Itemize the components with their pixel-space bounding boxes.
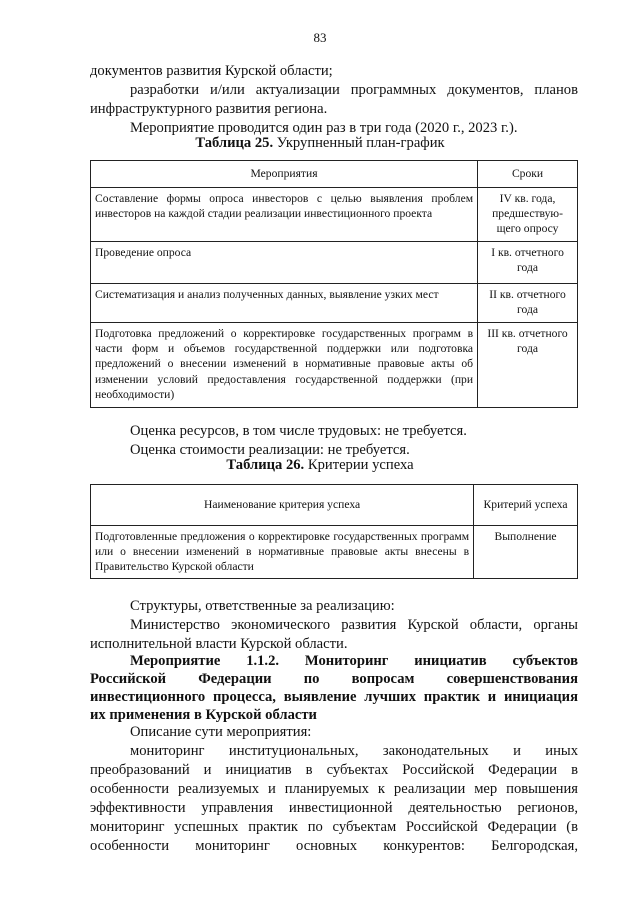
text-line: особенности мониторинг основных конкурентов: Белгородская, (90, 838, 578, 854)
caption-number: Таблица 25. (195, 135, 274, 151)
table-row (91, 188, 578, 242)
header-activities: Мероприятия (91, 161, 478, 188)
criterion-value-cell: Выполнение (474, 526, 578, 579)
text-line: разработки и/или актуализации программных документов, планов (130, 82, 578, 98)
caption-number: Таблица 26. (226, 457, 305, 473)
text-line: Министерство экономического развития Курской области, органы (130, 617, 578, 633)
text-line: преобразований и инициатив в субъектах Российской Федерации в (90, 762, 578, 778)
table-row (91, 284, 578, 323)
header-criterion-name: Наименование критерия успеха (91, 485, 474, 526)
schedule-table (90, 160, 578, 408)
heading-line: Российской Федерации по вопросам совершенствования (90, 671, 578, 687)
text-line: Оценка стоимости реализации: не требуется. (130, 442, 410, 458)
table-row (91, 242, 578, 284)
text-line: Описание сути мероприятия: (130, 724, 312, 740)
text-line: Оценка ресурсов, в том числе трудовых: не требуется. (130, 423, 467, 439)
text-line: особенности реализуемых и планируемых к реализации мер повышения (90, 781, 578, 797)
text-line: документов развития Курской области; (90, 63, 333, 79)
header-terms: Сроки (478, 161, 578, 188)
criterion-cell: Подготовленные предложения о корректировке государственных программ или о внесении изменений в нормативные правовые акты внесены в Правительство Курской области (91, 526, 474, 579)
table-row (91, 526, 578, 579)
task-cell: Подготовка предложений о корректировке государственных программ в части форм и объемов государственной поддержки или подготовка предложений о внесении изменений в нормативные правовые акты об изменении условий предоставления государственной поддержки (при необходимости) (91, 323, 478, 408)
term-cell: II кв. отчетного года (478, 284, 578, 323)
header-criterion: Критерий успеха (474, 485, 578, 526)
text-line: мониторинг институциональных, законодательных и иных (130, 743, 578, 759)
task-cell: Проведение опроса (91, 242, 478, 284)
text-line: Мероприятие проводится один раз в три года (2020 г., 2023 г.). (130, 120, 518, 136)
task-cell: Систематизация и анализ полученных данных, выявление узких мест (91, 284, 478, 323)
table-25-caption (0, 134, 640, 153)
criteria-table (90, 484, 578, 579)
table-header-row (91, 485, 578, 526)
text-line: инфраструктурного развития региона. (90, 101, 328, 117)
table-header-row (91, 161, 578, 188)
heading-line: Мероприятие 1.1.2. Мониторинг инициатив субъектов (130, 653, 578, 669)
caption-title: Критерии успеха (304, 457, 414, 473)
heading-line: инвестиционного процесса, выявление лучших практик и инициация (90, 689, 578, 705)
page-number: 83 (313, 30, 327, 45)
term-cell: IV кв. года, предшествую-щего опросу (478, 188, 578, 242)
text-line: мониторинг успешных практик по субъектам Российской Федерации (в (90, 819, 578, 835)
text-line: исполнительной власти Курской области. (90, 636, 348, 652)
text-line: Структуры, ответственные за реализацию: (130, 598, 395, 614)
caption-title: Укрупненный план-график (273, 135, 445, 151)
term-cell: III кв. отчетного года (478, 323, 578, 408)
table-row (91, 323, 578, 408)
term-cell: I кв. отчетного года (478, 242, 578, 284)
task-cell: Составление формы опроса инвесторов с целью выявления проблем инвесторов на каждой стадии реализации инвестиционного проекта (91, 188, 478, 242)
heading-line: их применения в Курской области (90, 707, 317, 723)
table-26-caption (0, 456, 640, 475)
text-line: эффективности управления инвестиционной деятельностью регионов, (90, 800, 578, 816)
